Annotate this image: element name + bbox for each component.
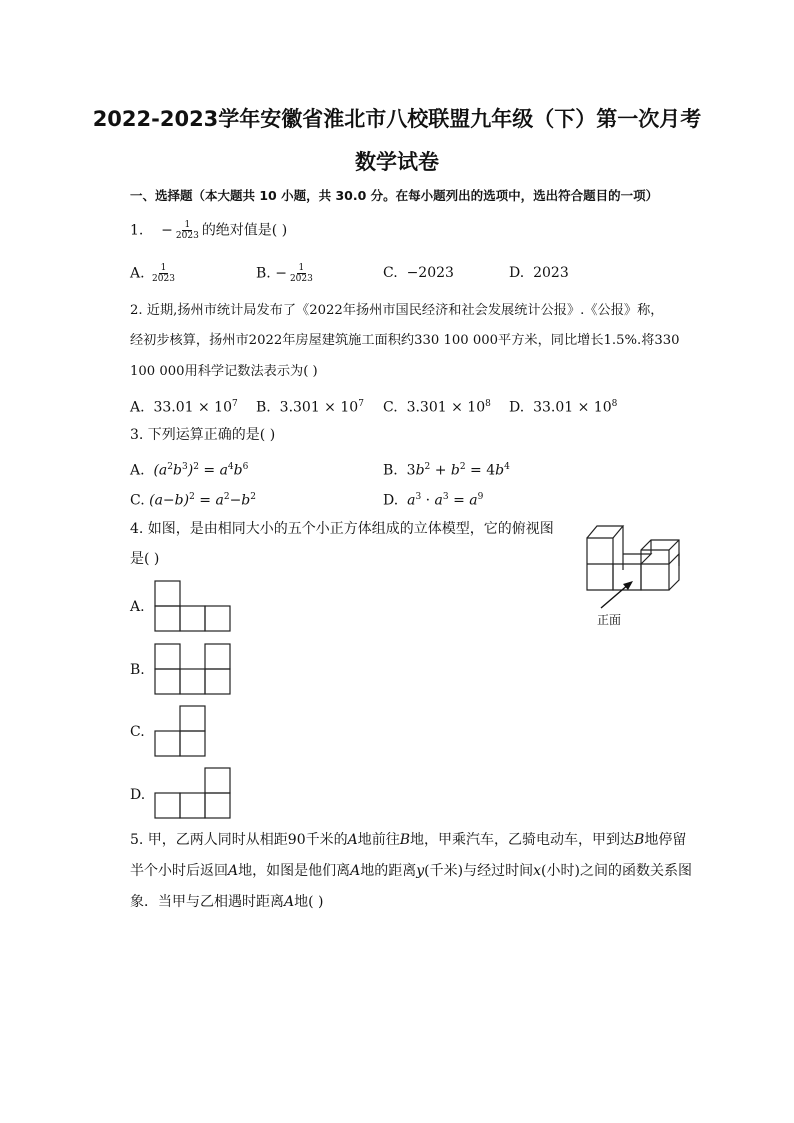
q1-option-a[interactable]: A. $\frac{1}{2023}$ <box>130 263 175 284</box>
question-4-line-1: 4. 如图，是由相同大小的五个小正方体组成的立体模型，它的俯视图 <box>130 521 554 537</box>
question-4-line-2: 是( ) <box>130 551 160 567</box>
q1-fraction: $\frac{1}{2023}$ <box>175 220 199 241</box>
q4-option-c-figure[interactable] <box>154 705 207 757</box>
q1-stem: 的绝对值是( ) <box>201 222 288 239</box>
q4-option-d-figure[interactable] <box>154 767 232 819</box>
q3-option-b[interactable]: B. $3b^2 + b^2 = 4b^4$ <box>383 462 510 479</box>
q1-number: 1. <box>130 222 144 239</box>
question-5-line-1: 5. 甲，乙两人同时从相距90千米的A地前往B地，甲乘汽车，乙骑电动车，甲到达B地停留 <box>130 832 687 848</box>
q2-option-d[interactable]: D. $33.01 \times 10^8$ <box>509 399 618 416</box>
q1-option-d[interactable]: D. 2023 <box>509 265 569 281</box>
q4-option-d-label[interactable]: D. <box>130 787 146 803</box>
section-header: 一、选择题（本大题共 10 小题，共 30.0 分。在每小题列出的选项中，选出符合题目的一项） <box>130 188 659 203</box>
q1-option-c[interactable]: C. −2023 <box>383 265 454 281</box>
q4-option-b-label[interactable]: B. <box>130 662 145 678</box>
front-view-label: 正面 <box>597 613 622 627</box>
q3-option-a[interactable]: A. $(a^2b^3)^2 = a^4b^6$ <box>130 462 249 479</box>
q3-option-d[interactable]: D. $a^3 \cdot a^3 = a^9$ <box>383 492 484 509</box>
q2-option-c[interactable]: C. $3.301 \times 10^8$ <box>383 399 491 416</box>
question-2-line-1: 2. 近期,扬州市统计局发布了《2022年扬州市国民经济和社会发展统计公报》.《公报》称， <box>130 303 664 318</box>
page-subtitle: 数学试卷 <box>355 150 439 174</box>
question-5-line-3: 象．当甲与乙相遇时距离A地( ) <box>130 894 324 910</box>
q4-option-b-figure[interactable] <box>154 643 232 695</box>
q4-option-c-label[interactable]: C. <box>130 724 145 740</box>
q2-option-a[interactable]: A. $33.01 \times 10^7$ <box>130 399 238 416</box>
question-1 <box>130 220 287 241</box>
question-5-line-2: 半个小时后返回A地，如图是他们离A地的距离y(千米)与经过时间x(小时)之间的函数关系图 <box>130 863 692 879</box>
question-3: 3. 下列运算正确的是( ) <box>130 427 276 443</box>
question-2-line-3: 100 000用科学记数法表示为( ) <box>130 364 318 379</box>
q4-option-a-figure[interactable] <box>154 580 232 632</box>
q1-option-b[interactable]: B. − $\frac{1}{2023}$ <box>256 263 313 284</box>
page-title: 2022-2023学年安徽省淮北市八校联盟九年级（下）第一次月考 <box>92 107 702 131</box>
q2-option-b[interactable]: B. $3.301 \times 10^7$ <box>256 399 364 416</box>
question-2-line-2: 经初步核算，扬州市2022年房屋建筑施工面积约330 100 000平方米，同比增长1.5%.将330 <box>130 333 680 348</box>
q4-option-a-label[interactable]: A. <box>130 599 145 615</box>
q1-minus: − <box>161 222 173 239</box>
q3-option-c[interactable]: C. $(a-b)^2 = a^2-b^2$ <box>130 492 256 509</box>
